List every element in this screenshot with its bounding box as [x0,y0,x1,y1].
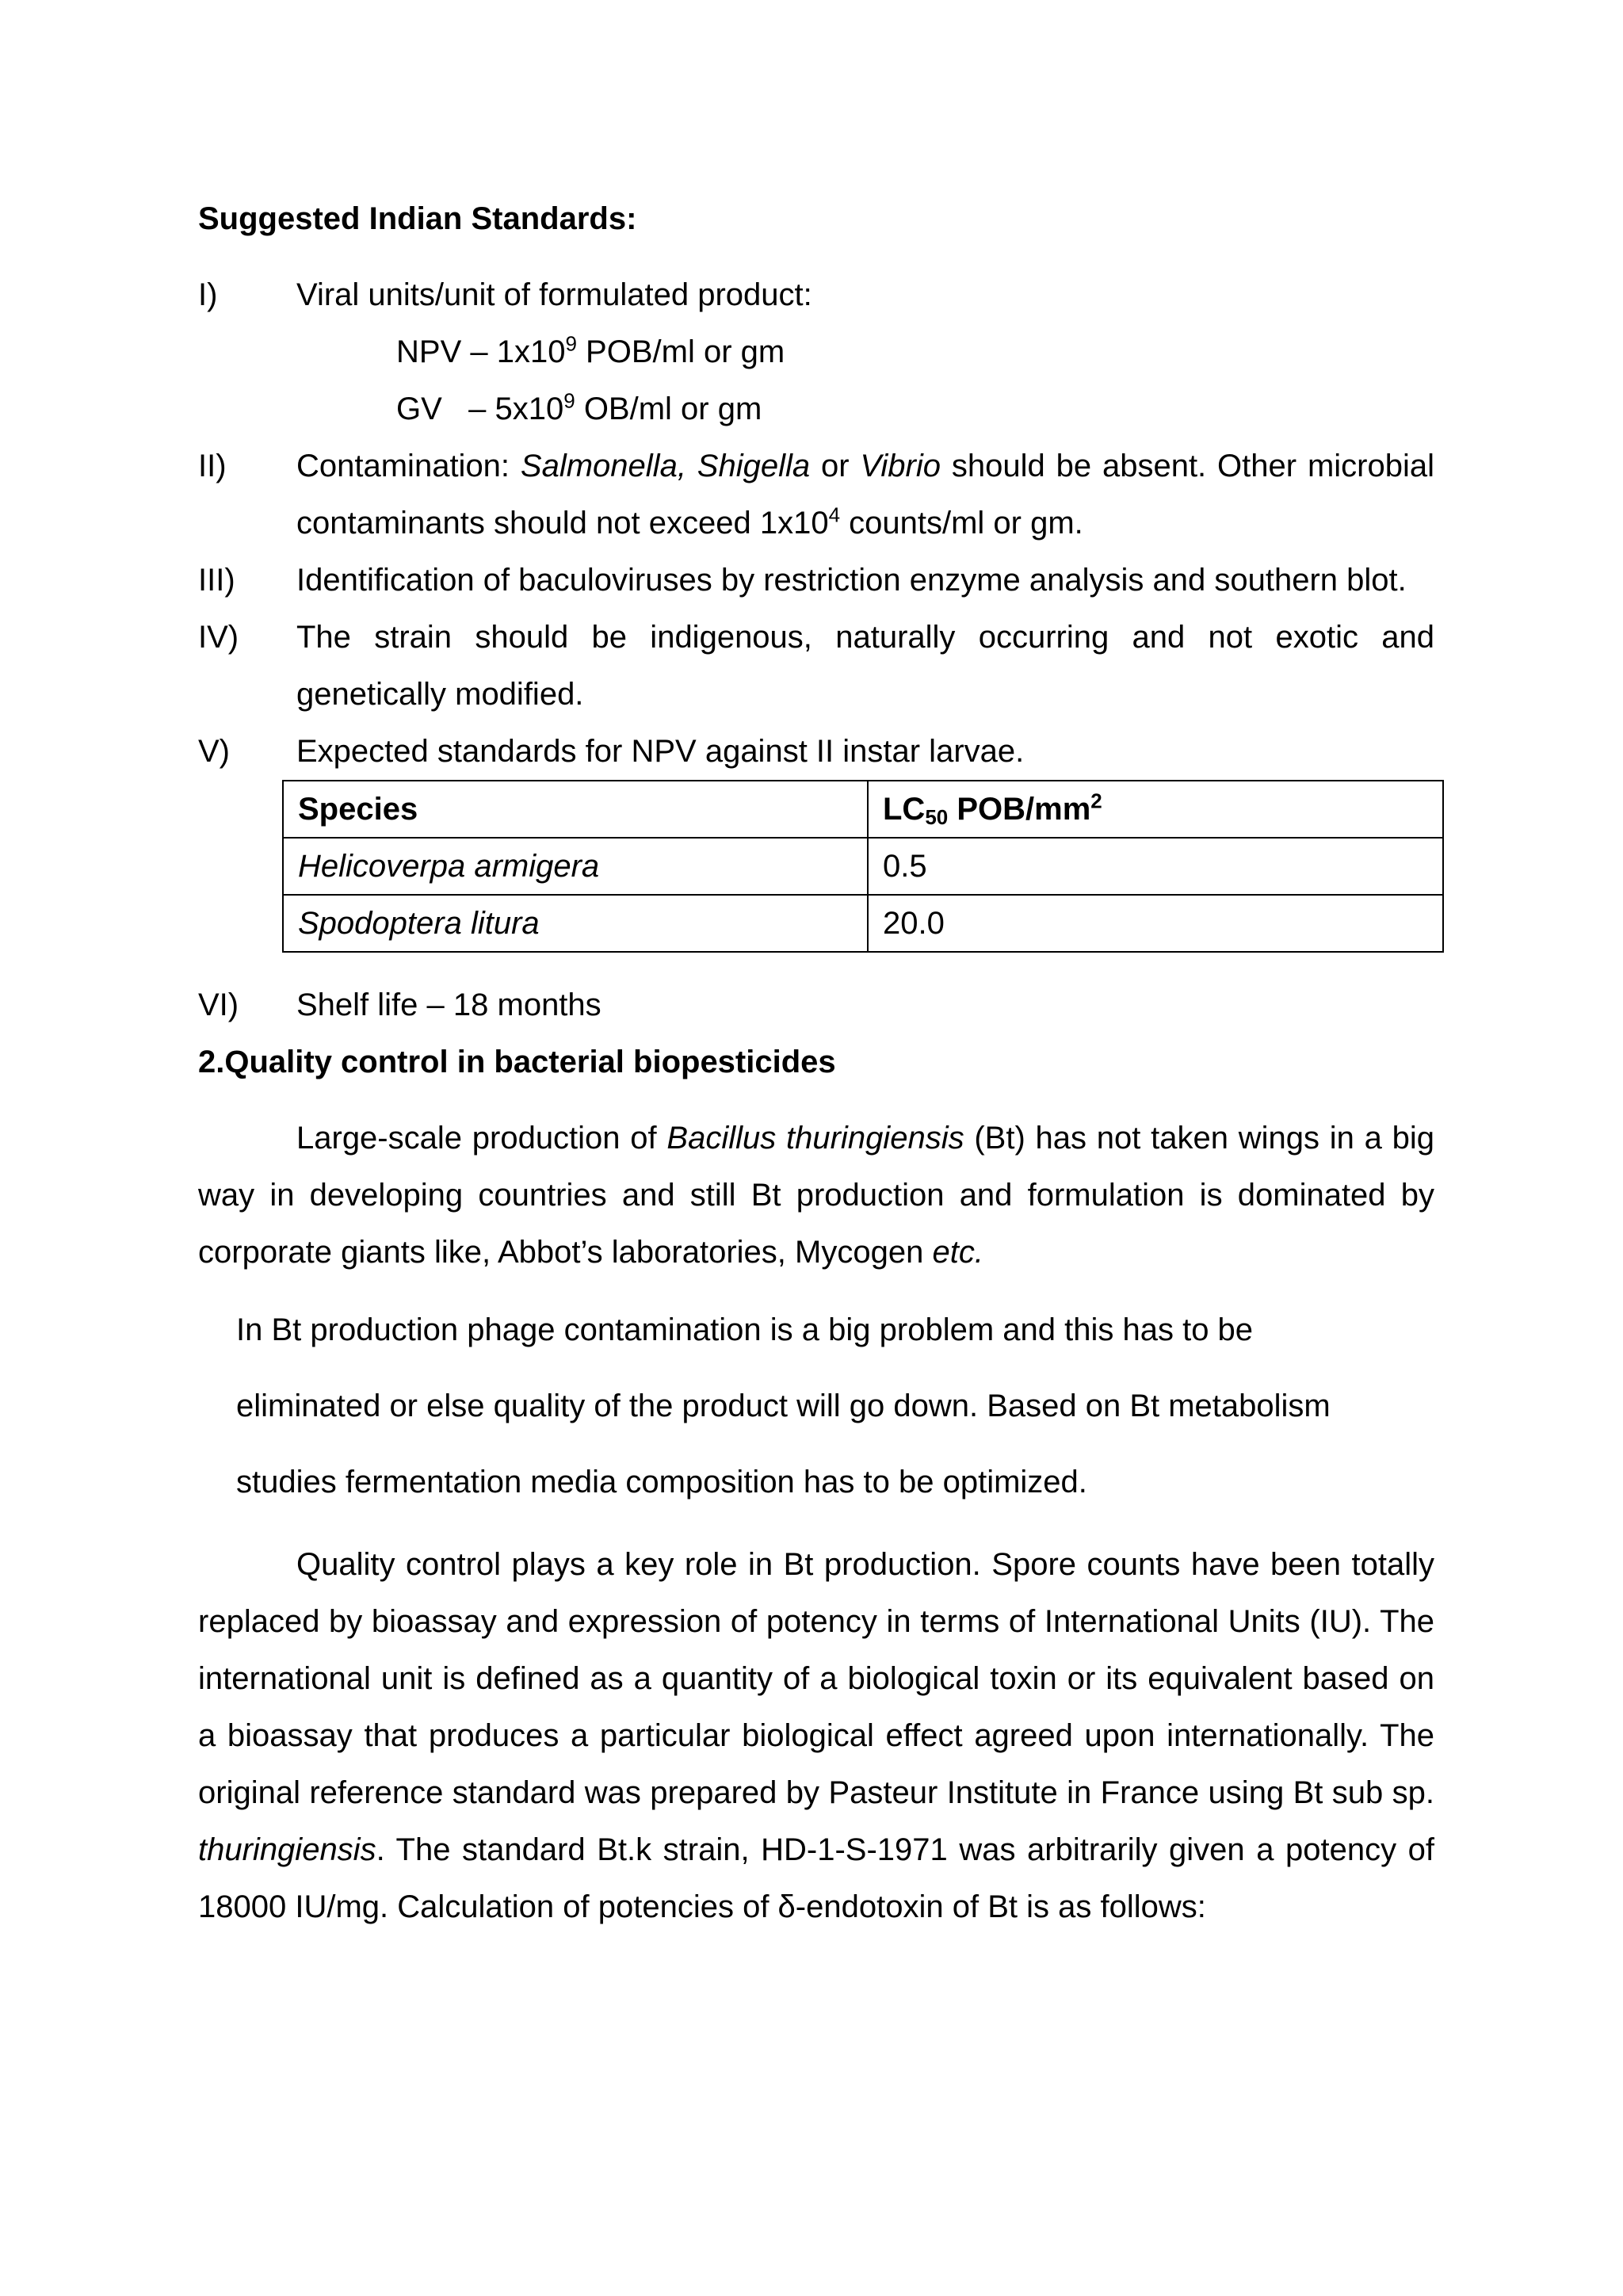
item-number: III) [198,563,235,598]
table-row [283,895,1443,952]
table-cell-species: Spodoptera litura [283,895,868,952]
table-header-row [283,781,1443,838]
item-v [198,723,1434,780]
item-text: Contamination: Salmonella, Shigella or Vibrio should be absent. Other microbial contaminants should not exceed $1x10^4$ counts/ml or gm. [296,449,1434,541]
item-vi [198,976,1434,1033]
item-number: II) [198,449,227,483]
item-text: Identification of baculoviruses by restriction enzyme analysis and southern blot. [296,563,1407,598]
item-number: IV) [198,620,239,655]
item-number: VI) [198,988,239,1022]
table-cell-species: Helicoverpa armigera [283,838,868,895]
table-cell-value: 0.5 [868,838,1443,895]
item-text: Expected standards for NPV against II instar larvae. [296,734,1025,769]
table-row [283,838,1443,895]
paragraph-quality-control: Quality control plays a key role in Bt production. Spore counts have been totally replaced by bioassay and expression of potency in terms of International Units (IU). The international unit is defined as a quantity of a biological toxin or its equivalent based on a bioassay that produces a particular biological effect agreed upon internationally. The original reference standard was prepared by Pasteur Institute in France using Bt sub sp. thuringiensis. The standard Bt.k strain, HD-1-S-1971 was arbitrarily given a potency of 18000 IU/mg. Calculation of potencies of δ-endotoxin of Bt is as follows: [198,1547,1434,1924]
npv-standard: NPV – $1x10^9$ POB/ml or gm [396,331,785,369]
gv-standard: GV – $5x10^9$ OB/ml or gm [396,388,762,426]
document-page [198,190,1434,1935]
item-number: I) [198,277,218,312]
item-text: Shelf life – 18 months [296,988,601,1022]
paragraph-phage-contamination: In Bt production phage contamination is a big problem and this has to be eliminated or else quality of the product will go down. Based on Bt metabolism studies fermentation media composition has to be optimized. [236,1312,1331,1499]
section-2-heading: 2.Quality control in bacterial biopesticides [198,1045,836,1079]
item-ii [198,437,1434,552]
item-iv [198,609,1434,723]
item-text: Viral units/unit of formulated product: [296,277,812,312]
item-text: The strain should be indigenous, naturally occurring and not exotic and genetically modified. [296,620,1434,712]
table-cell-value: 20.0 [868,895,1443,952]
lc50-table [282,780,1444,953]
item-i [198,266,1434,323]
table-header-lc50: $LC_{50}$ POB/$mm^2$ [868,781,1443,838]
item-iii [198,552,1434,609]
item-number: V) [198,734,230,769]
paragraph-bt-production: Large-scale production of Bacillus thuringiensis (Bt) has not taken wings in a big way in developing countries and still Bt production and formulation is dominated by corporate giants like, Abbot’s laboratories, Mycogen etc. [198,1121,1435,1270]
heading-suggested-standards: Suggested Indian Standards: [198,201,637,236]
table-header-species: Species [283,781,868,838]
